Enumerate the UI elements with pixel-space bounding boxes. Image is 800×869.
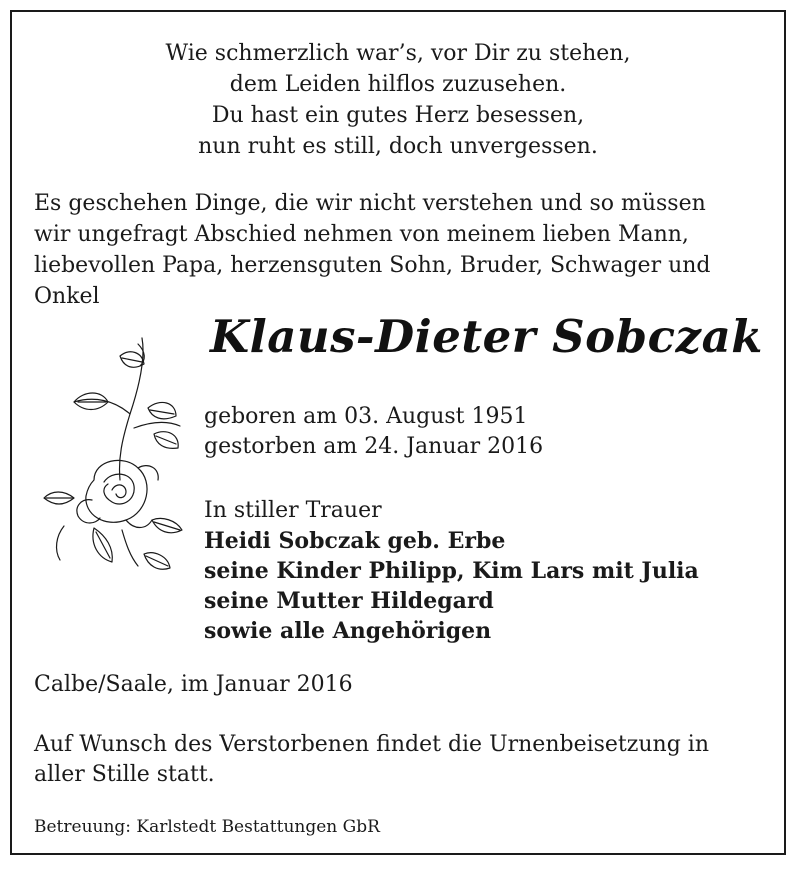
mourner-line: seine Kinder Philipp, Kim Lars mit Julia	[204, 558, 699, 584]
burial-note-line: aller Stille statt.	[34, 762, 215, 787]
intro-line: wir ungefragt Abschied nehmen von meinem lieben Mann,	[34, 222, 689, 247]
funeral-home-credit: Betreuung: Karlstedt Bestattungen GbR	[34, 817, 380, 837]
place-date: Calbe/Saale, im Januar 2016	[34, 672, 353, 697]
rose-icon	[34, 330, 186, 590]
life-dates	[204, 402, 543, 462]
poem-line: dem Leiden hilflos zuzusehen.	[229, 72, 567, 97]
mourner-line: sowie alle Angehörigen	[204, 618, 492, 644]
obituary-notice	[10, 10, 786, 855]
poem	[12, 38, 784, 162]
poem-line: Du hast ein gutes Herz besessen,	[211, 103, 585, 128]
mourners	[204, 496, 699, 646]
mourner-line: seine Mutter Hildegard	[204, 588, 494, 614]
burial-note	[34, 730, 709, 790]
intro-text	[34, 188, 779, 312]
deceased-name: Klaus-Dieter Sobczak	[210, 310, 763, 363]
mourners-heading: In stiller Trauer	[204, 498, 382, 523]
death-date: gestorben am 24. Januar 2016	[204, 434, 544, 459]
intro-line: Es geschehen Dinge, die wir nicht verstehen und so müssen	[34, 191, 706, 216]
poem-line: nun ruht es still, doch unvergessen.	[198, 134, 598, 159]
mourner-line: Heidi Sobczak geb. Erbe	[204, 528, 506, 554]
poem-line: Wie schmerzlich war’s, vor Dir zu stehen,	[165, 41, 631, 66]
burial-note-line: Auf Wunsch des Verstorbenen findet die Urnenbeisetzung in	[34, 732, 709, 757]
intro-line: liebevollen Papa, herzensguten Sohn, Bruder, Schwager und	[34, 253, 711, 278]
intro-line: Onkel	[34, 284, 100, 309]
birth-date: geboren am 03. August 1951	[204, 404, 528, 429]
